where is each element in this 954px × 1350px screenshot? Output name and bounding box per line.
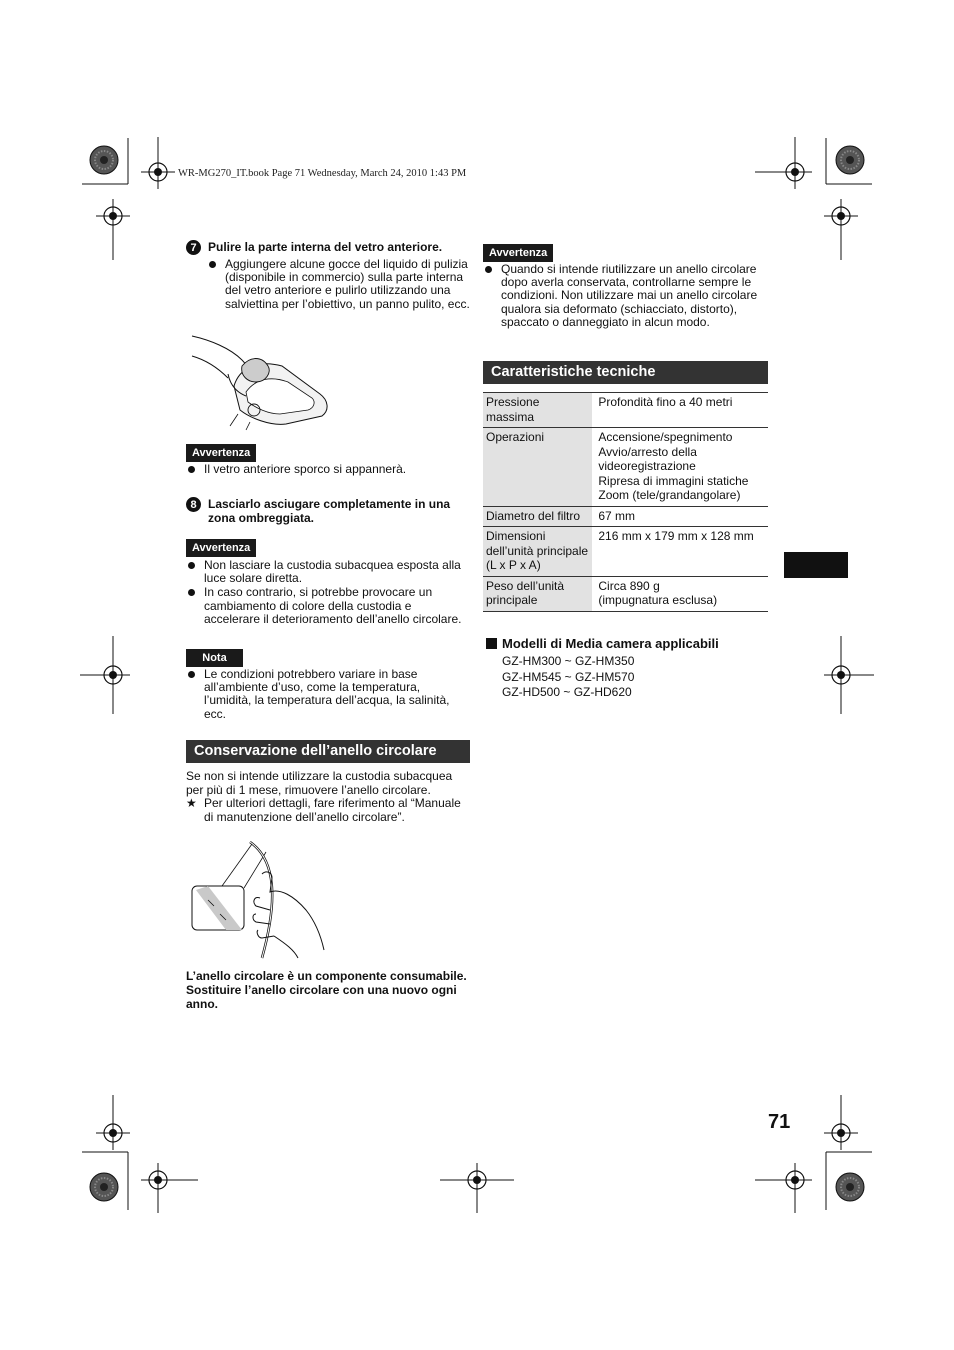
spec-key: Dimensioni dell’unità principale (L x P x A) <box>483 527 592 577</box>
storage-bold-note: L’anello circolare è un componente consumabile. Sostituire l’anello circolare con una nuovo ogni anno. <box>186 969 467 1011</box>
warning-label-1: Avvertenza <box>186 444 256 462</box>
list-item: Le condizioni potrebbero variare in base all’ambiente d’uso, come la temperatura, l’umidità, la temperatura dell’acqua, la salinità, ecc. <box>186 668 470 721</box>
page-number: 71 <box>768 1111 791 1133</box>
step-8-title: Lasciarlo asciugare completamente in una zona ombreggiata. <box>208 497 451 525</box>
note-bullets <box>186 668 470 722</box>
spec-key: Diametro del filtro <box>483 506 592 527</box>
models-heading <box>486 636 719 651</box>
list-item: In caso contrario, si potrebbe provocare un cambiamento di colore della custodia e accelerare il deterioramento dell’anello circolare. <box>186 586 470 626</box>
section-specs-title: Caratteristiche tecniche <box>483 361 768 384</box>
warning-2-bullets <box>186 559 470 627</box>
spec-value: Circa 890 g (impugnatura esclusa) <box>592 576 768 611</box>
o-ring-illustration <box>190 840 330 960</box>
warning-label-right: Avvertenza <box>483 244 553 262</box>
table-row <box>483 428 768 507</box>
warning-right-bullets <box>483 263 768 330</box>
list-item: GZ-HM545 ~ GZ-HM570 <box>502 669 635 684</box>
square-bullet-icon <box>486 638 497 649</box>
chapter-tab <box>784 552 848 578</box>
models-list <box>502 654 634 701</box>
step-8 <box>186 497 470 525</box>
list-item: Aggiungere alcune gocce del liquido di pulizia (disponibile in commercio) sulla parte interna del vetro anteriore e pulirlo utilizzando una salviettina per l’obiettivo, un panno pulito, ecc. <box>207 258 470 311</box>
models-title: Modelli di Media camera applicabili <box>502 636 719 651</box>
step-number-7: 7 <box>186 240 201 255</box>
storage-star-note <box>186 797 470 824</box>
step-number-8: 8 <box>186 497 201 512</box>
list-item: Il vetro anteriore sporco si appannerà. <box>186 463 470 476</box>
table-row <box>483 506 768 527</box>
warning-1-bullets <box>186 463 470 477</box>
cleaning-illustration <box>190 326 335 432</box>
table-row <box>483 393 768 428</box>
note-label: Nota <box>186 649 243 667</box>
list-item: Non lasciare la custodia subacquea esposta alla luce solare diretta. <box>186 559 470 585</box>
spec-value: Accensione/spegnimento Avvio/arresto della videoregistrazione Ripresa di immagini statiche Zoom (tele/grandangolare) <box>592 428 768 507</box>
spec-key: Pressione massima <box>483 393 592 428</box>
spec-value: 216 mm x 179 mm x 128 mm <box>592 527 768 577</box>
step-7 <box>186 240 470 255</box>
list-item: GZ-HM300 ~ GZ-HM350 <box>502 654 635 668</box>
table-row <box>483 527 768 577</box>
star-icon: ★ <box>186 796 197 810</box>
spec-value: 67 mm <box>592 506 768 527</box>
list-item: Quando si intende riutilizzare un anello circolare dopo averla conservata, controllarne sempre le condizioni. Non utilizzare mai un anello circolare qualora sia deformato (schiacciato, distorto), spaccato o danneggiato in alcun modo. <box>483 263 768 329</box>
specs-table-body <box>483 393 768 612</box>
star-note-text: Per ulteriori dettagli, fare riferimento al “Manuale di manutenzione dell’anello circolare”. <box>204 796 461 824</box>
table-row <box>483 576 768 611</box>
list-item: GZ-HD500 ~ GZ-HD620 <box>502 685 632 699</box>
specs-table <box>483 392 768 612</box>
print-header: WR-MG270_IT.book Page 71 Wednesday, March 24, 2010 1:43 PM <box>178 168 467 179</box>
section-storage-title: Conservazione dell’anello circolare <box>186 740 470 763</box>
spec-key: Peso dell’unità principale <box>483 576 592 611</box>
spec-key: Operazioni <box>483 428 592 507</box>
spec-value: Profondità fino a 40 metri <box>592 393 768 428</box>
step-7-bullets <box>207 258 470 312</box>
storage-paragraph: Se non si intende utilizzare la custodia subacquea per più di 1 mese, rimuovere l’anello circolare. <box>186 769 453 797</box>
step-7-title: Pulire la parte interna del vetro anteriore. <box>208 240 443 254</box>
warning-label-2: Avvertenza <box>186 539 256 557</box>
